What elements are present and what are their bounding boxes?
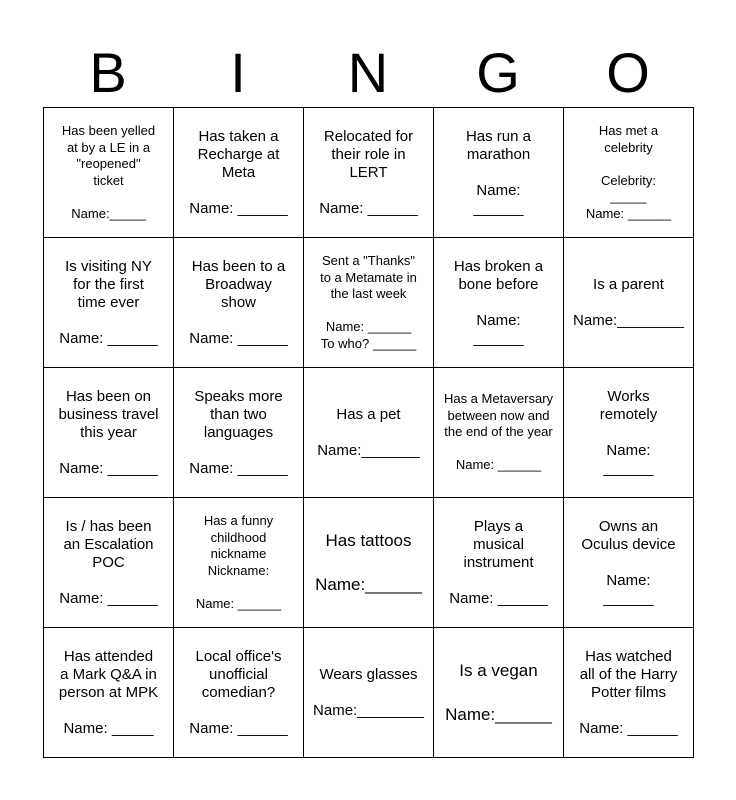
cell-text: Has met a celebrity Celebrity: _____ Name: ______ xyxy=(585,123,672,221)
header-letter-b: B xyxy=(89,41,127,104)
bingo-cell[interactable] xyxy=(564,628,694,758)
cell-text: Has been on business travel this year Name: ______ xyxy=(58,387,159,477)
cell-text: Is / has been an Escalation POC Name: ______ xyxy=(59,517,158,607)
cell-text: Has a pet Name:_______ xyxy=(317,405,420,459)
cell-text: Plays a musical instrument Name: ______ xyxy=(449,517,548,607)
cell-text: Has been to a Broadway show Name: ______ xyxy=(189,257,288,347)
board-row xyxy=(44,628,694,758)
bingo-cell[interactable] xyxy=(304,628,434,758)
cell-text: Works remotely Name: ______ xyxy=(599,387,658,477)
bingo-cell[interactable] xyxy=(44,368,174,498)
cell-text: Has tattoos Name:______ xyxy=(315,530,422,594)
cell-text: Wears glasses Name:________ xyxy=(313,665,424,719)
cell-text: Has a Metaversary between now and the end of the year Name: ______ xyxy=(443,391,554,473)
bingo-cell[interactable] xyxy=(44,108,174,238)
header-letter-n: N xyxy=(347,41,389,104)
cell-text: Has been yelled at by a LE in a "reopened" ticket Name:_____ xyxy=(61,123,156,221)
cell-text: Relocated for their role in LERT Name: ______ xyxy=(319,127,418,217)
bingo-cell[interactable] xyxy=(174,108,304,238)
header-letter-o: O xyxy=(606,41,650,104)
cell-text: Owns an Oculus device Name: ______ xyxy=(581,517,676,607)
bingo-cell[interactable] xyxy=(564,498,694,628)
bingo-cell[interactable] xyxy=(304,108,434,238)
cell-text: Is a vegan Name:______ xyxy=(445,660,552,724)
header-letter-i: I xyxy=(230,41,246,104)
bingo-cell[interactable] xyxy=(434,368,564,498)
cell-text: Is a parent Name:________ xyxy=(573,275,684,329)
bingo-cell[interactable] xyxy=(174,498,304,628)
bingo-cell[interactable] xyxy=(564,368,694,498)
cell-text: Has attended a Mark Q&A in person at MPK Name: _____ xyxy=(58,647,159,737)
bingo-cell[interactable] xyxy=(44,628,174,758)
bingo-cell[interactable] xyxy=(304,368,434,498)
bingo-cell[interactable] xyxy=(434,238,564,368)
bingo-cell[interactable] xyxy=(434,628,564,758)
cell-text: Has taken a Recharge at Meta Name: ______ xyxy=(189,127,288,217)
bingo-cell[interactable] xyxy=(174,238,304,368)
bingo-cell[interactable] xyxy=(434,108,564,238)
cell-text: Sent a "Thanks" to a Metamate in the last week Name: ______ To who? ______ xyxy=(320,253,417,351)
cell-text: Is visiting NY for the first time ever Name: ______ xyxy=(59,257,158,347)
cell-text: Has watched all of the Harry Potter films Name: ______ xyxy=(579,647,678,737)
bingo-header xyxy=(43,40,693,106)
bingo-cell[interactable] xyxy=(564,238,694,368)
header-letter-g: G xyxy=(476,41,520,104)
cell-text: Has broken a bone before Name: ______ xyxy=(453,257,544,347)
board-row xyxy=(44,498,694,628)
board-row xyxy=(44,238,694,368)
cell-text: Local office's unofficial comedian? Name: ______ xyxy=(189,647,288,737)
bingo-cell[interactable] xyxy=(174,368,304,498)
bingo-cell[interactable] xyxy=(434,498,564,628)
cell-text: Has run a marathon Name: ______ xyxy=(465,127,532,217)
bingo-cell[interactable] xyxy=(174,628,304,758)
bingo-board xyxy=(43,107,694,758)
bingo-cell[interactable] xyxy=(44,498,174,628)
board-row xyxy=(44,368,694,498)
bingo-cell[interactable] xyxy=(564,108,694,238)
cell-text: Has a funny childhood nickname Nickname: Name: ______ xyxy=(195,513,282,611)
bingo-cell[interactable] xyxy=(304,238,434,368)
cell-text: Speaks more than two languages Name: ______ xyxy=(189,387,288,477)
bingo-cell[interactable] xyxy=(304,498,434,628)
board-row xyxy=(44,108,694,238)
bingo-cell[interactable] xyxy=(44,238,174,368)
